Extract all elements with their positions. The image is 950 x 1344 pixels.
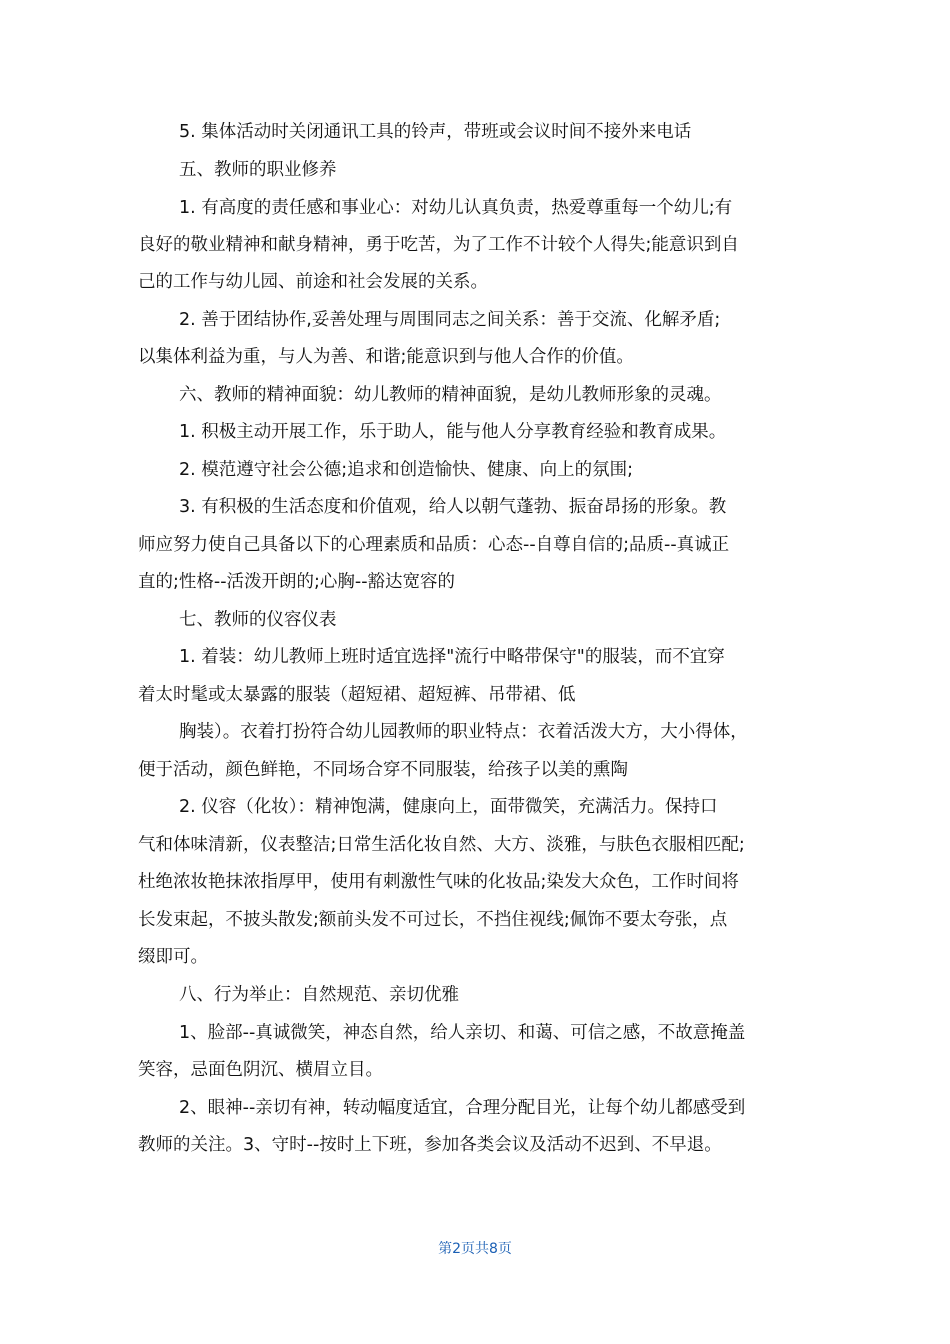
text-line: 己的工作与幼儿园、前途和社会发展的关系。	[138, 272, 488, 292]
text-line: 2、眼神--亲切有神，转动幅度适宜，合理分配目光，让每个幼儿都感受到	[179, 1098, 746, 1118]
text-line: 3. 有积极的生活态度和价值观，给人以朝气蓬勃、振奋昂扬的形象。教	[179, 497, 727, 517]
text-line: 1. 有高度的责任感和事业心：对幼儿认真负责，热爱尊重每一个幼儿;有	[179, 198, 733, 218]
text-line: 笑容，忌面色阴沉、横眉立目。	[138, 1060, 383, 1080]
text-line: 胸装）。衣着打扮符合幼儿园教师的职业特点：衣着活泼大方，大小得体，	[179, 722, 748, 742]
text-line: 着太时髦或太暴露的服装（超短裙、超短裤、吊带裙、低	[138, 685, 576, 705]
text-line: 师应努力使自己具备以下的心理素质和品质：心态--自尊自信的;品质--真诚正	[138, 535, 730, 555]
text-line: 1、脸部--真诚微笑，神态自然，给人亲切、和蔼、可信之感，不故意掩盖	[179, 1023, 746, 1043]
section-heading: 八、行为举止：自然规范、亲切优雅	[179, 985, 459, 1005]
text-line: 长发束起，不披头散发;额前头发不可过长，不挡住视线;佩饰不要太夸张，点	[138, 910, 728, 930]
text-line: 直的;性格--活泼开朗的;心胸--豁达宽容的	[138, 572, 456, 592]
text-line: 便于活动，颜色鲜艳，不同场合穿不同服装，给孩子以美的熏陶	[138, 760, 628, 780]
page-number-footer: 第2页共8页	[438, 1241, 512, 1257]
text-line: 教师的关注。3、守时--按时上下班，参加各类会议及活动不迟到、不早退。	[138, 1135, 722, 1155]
text-line: 5. 集体活动时关闭通讯工具的铃声，带班或会议时间不接外来电话	[179, 122, 692, 142]
text-line: 2. 仪容（化妆）：精神饱满，健康向上，面带微笑，充满活力。保持口	[179, 797, 718, 817]
section-heading: 七、教师的仪容仪表	[179, 610, 337, 630]
text-line: 以集体利益为重，与人为善、和谐;能意识到与他人合作的价值。	[138, 347, 634, 367]
section-heading: 五、教师的职业修养	[179, 160, 337, 180]
text-line: 缀即可。	[138, 947, 208, 967]
text-line: 1. 积极主动开展工作，乐于助人，能与他人分享教育经验和教育成果。	[179, 422, 727, 442]
text-line: 气和体味清新，仪表整洁;日常生活化妆自然、大方、淡雅，与肤色衣服相匹配;	[138, 835, 745, 855]
section-heading: 六、教师的精神面貌：幼儿教师的精神面貌，是幼儿教师形象的灵魂。	[179, 385, 722, 405]
text-line: 良好的敬业精神和献身精神，勇于吃苦，为了工作不计较个人得失;能意识到自	[138, 235, 739, 255]
text-line: 1. 着装：幼儿教师上班时适宜选择"流行中略带保守"的服装，而不宜穿	[179, 647, 725, 667]
text-line: 2. 善于团结协作,妥善处理与周围同志之间关系：善于交流、化解矛盾;	[179, 310, 721, 330]
text-line: 2. 模范遵守社会公德;追求和创造愉快、健康、向上的氛围;	[179, 460, 634, 480]
text-line: 杜绝浓妆艳抹浓指厚甲，使用有刺激性气味的化妆品;染发大众色，工作时间将	[138, 872, 739, 892]
